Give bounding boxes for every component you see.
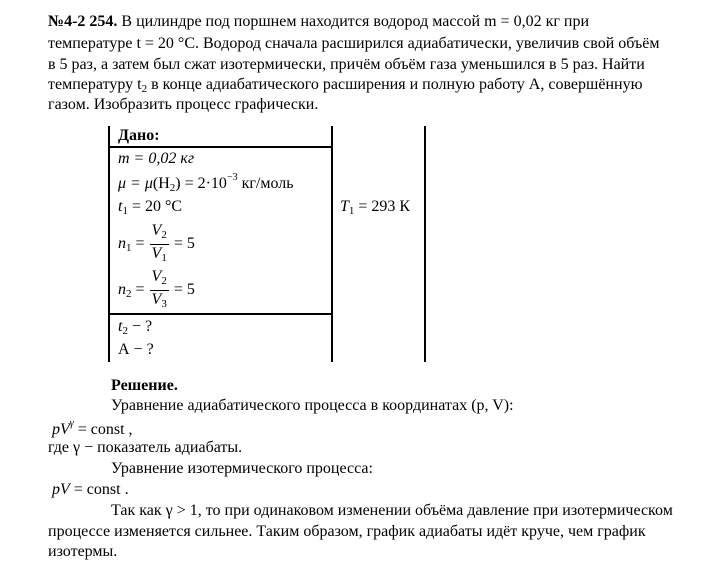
conclusion-line-1: Так как γ > 1, то при одинаковом изменении объёма давление при изотермическом xyxy=(111,502,673,519)
conclusion-line-2: процессе изменяется сильнее. Таким образом, график адиабаты идёт круче, чем график xyxy=(48,523,646,540)
given-n1-val: = 5 xyxy=(169,235,195,253)
si-t1 xyxy=(340,198,410,217)
find-t2 xyxy=(118,318,152,337)
find-t2-sub: 2 xyxy=(122,325,128,337)
given-header: Дано: xyxy=(118,127,160,144)
problem-number: №4-2 254. xyxy=(48,13,118,30)
problem-text-4a: температуру t xyxy=(48,76,142,93)
given-n2-num: V xyxy=(151,268,162,285)
given-n2-var: n xyxy=(118,281,126,299)
given-n2-den: V xyxy=(151,291,162,308)
given-find-rule xyxy=(108,313,333,315)
si-right-border xyxy=(424,126,426,362)
given-molar-mass xyxy=(118,172,294,194)
find-t2-question: − ? xyxy=(127,318,153,335)
conclusion-line-3: изотермы. xyxy=(48,543,118,560)
problem-line-2: температуре t = 20 °С. Водород сначала расширился адиабатически, увеличив свой объём xyxy=(48,35,660,52)
given-n1 xyxy=(118,222,195,267)
find-t2-var: t xyxy=(118,318,123,335)
si-t1-val: = 293 К xyxy=(354,198,411,215)
given-n1-fraction xyxy=(150,222,169,267)
given-n2-den-sub: 3 xyxy=(161,298,167,310)
given-si-divider xyxy=(331,126,333,362)
problem-text-4b: в конце адиабатического расширения и полную работу А, совершённую xyxy=(147,76,643,93)
adiabat-rhs: = const , xyxy=(73,421,133,438)
given-header-rule xyxy=(108,146,333,148)
given-t1-val: = 20 °C xyxy=(127,198,183,215)
si-t1-var: T xyxy=(340,198,349,215)
given-n1-var: n xyxy=(118,235,126,253)
given-left-border xyxy=(108,126,110,362)
adiabat-gamma-exp: γ xyxy=(69,418,74,429)
given-mu-symbol: μ = μ xyxy=(118,175,153,192)
given-mu-h: (H xyxy=(152,175,170,192)
problem-line-5: газом. Изобразить процесс графически. xyxy=(48,96,319,113)
given-n2-fraction xyxy=(150,268,169,313)
given-n1-sub: 1 xyxy=(126,242,132,255)
isotherm-formula xyxy=(52,481,129,499)
given-n1-num-sub: 2 xyxy=(161,229,167,241)
gamma-definition: где γ − показатель адиабаты. xyxy=(48,439,243,456)
solution-header: Решение. xyxy=(111,377,178,394)
given-mu-unit: кг/моль xyxy=(237,175,294,192)
given-t1 xyxy=(118,198,182,217)
given-n2 xyxy=(118,268,195,313)
given-mu-value: ) = 2·10 xyxy=(175,175,227,192)
isotherm-pv: pV xyxy=(52,481,70,498)
problem-t2-sub: 2 xyxy=(141,83,148,95)
given-t1-sub: 1 xyxy=(122,205,128,217)
given-n1-den: V xyxy=(151,245,162,262)
given-mu-sub: 2 xyxy=(169,182,176,194)
adiabat-formula xyxy=(52,418,133,439)
given-mass xyxy=(118,150,194,168)
given-n2-val: = 5 xyxy=(169,281,195,299)
si-t1-sub: 1 xyxy=(348,205,355,217)
given-mass-text: m = 0,02 кг xyxy=(118,150,195,167)
find-work: А − ? xyxy=(118,341,154,358)
adiabat-pv: pV xyxy=(52,421,70,438)
given-mu-exp: −3 xyxy=(226,172,238,183)
problem-line-1 xyxy=(48,12,589,32)
isotherm-rhs: = const . xyxy=(69,481,129,498)
adiabat-intro: Уравнение адиабатического процесса в координатах (p, V): xyxy=(111,397,514,414)
given-n1-eq: = xyxy=(131,235,149,253)
given-n2-eq: = xyxy=(131,281,149,299)
given-n2-num-sub: 2 xyxy=(161,275,167,287)
isotherm-intro: Уравнение изотермического процесса: xyxy=(111,460,373,477)
given-n2-sub: 2 xyxy=(126,288,132,301)
problem-line-3: в 5 раз, а затем был сжат изотермически, причём объём газа уменьшился в 5 раз. Найти xyxy=(48,56,645,73)
given-n1-den-sub: 1 xyxy=(161,252,167,264)
given-t1-var: t xyxy=(118,198,123,215)
problem-text-1: В цилиндре под поршнем находится водород массой m = 0,02 кг при xyxy=(121,13,590,30)
given-n1-num: V xyxy=(151,222,162,239)
